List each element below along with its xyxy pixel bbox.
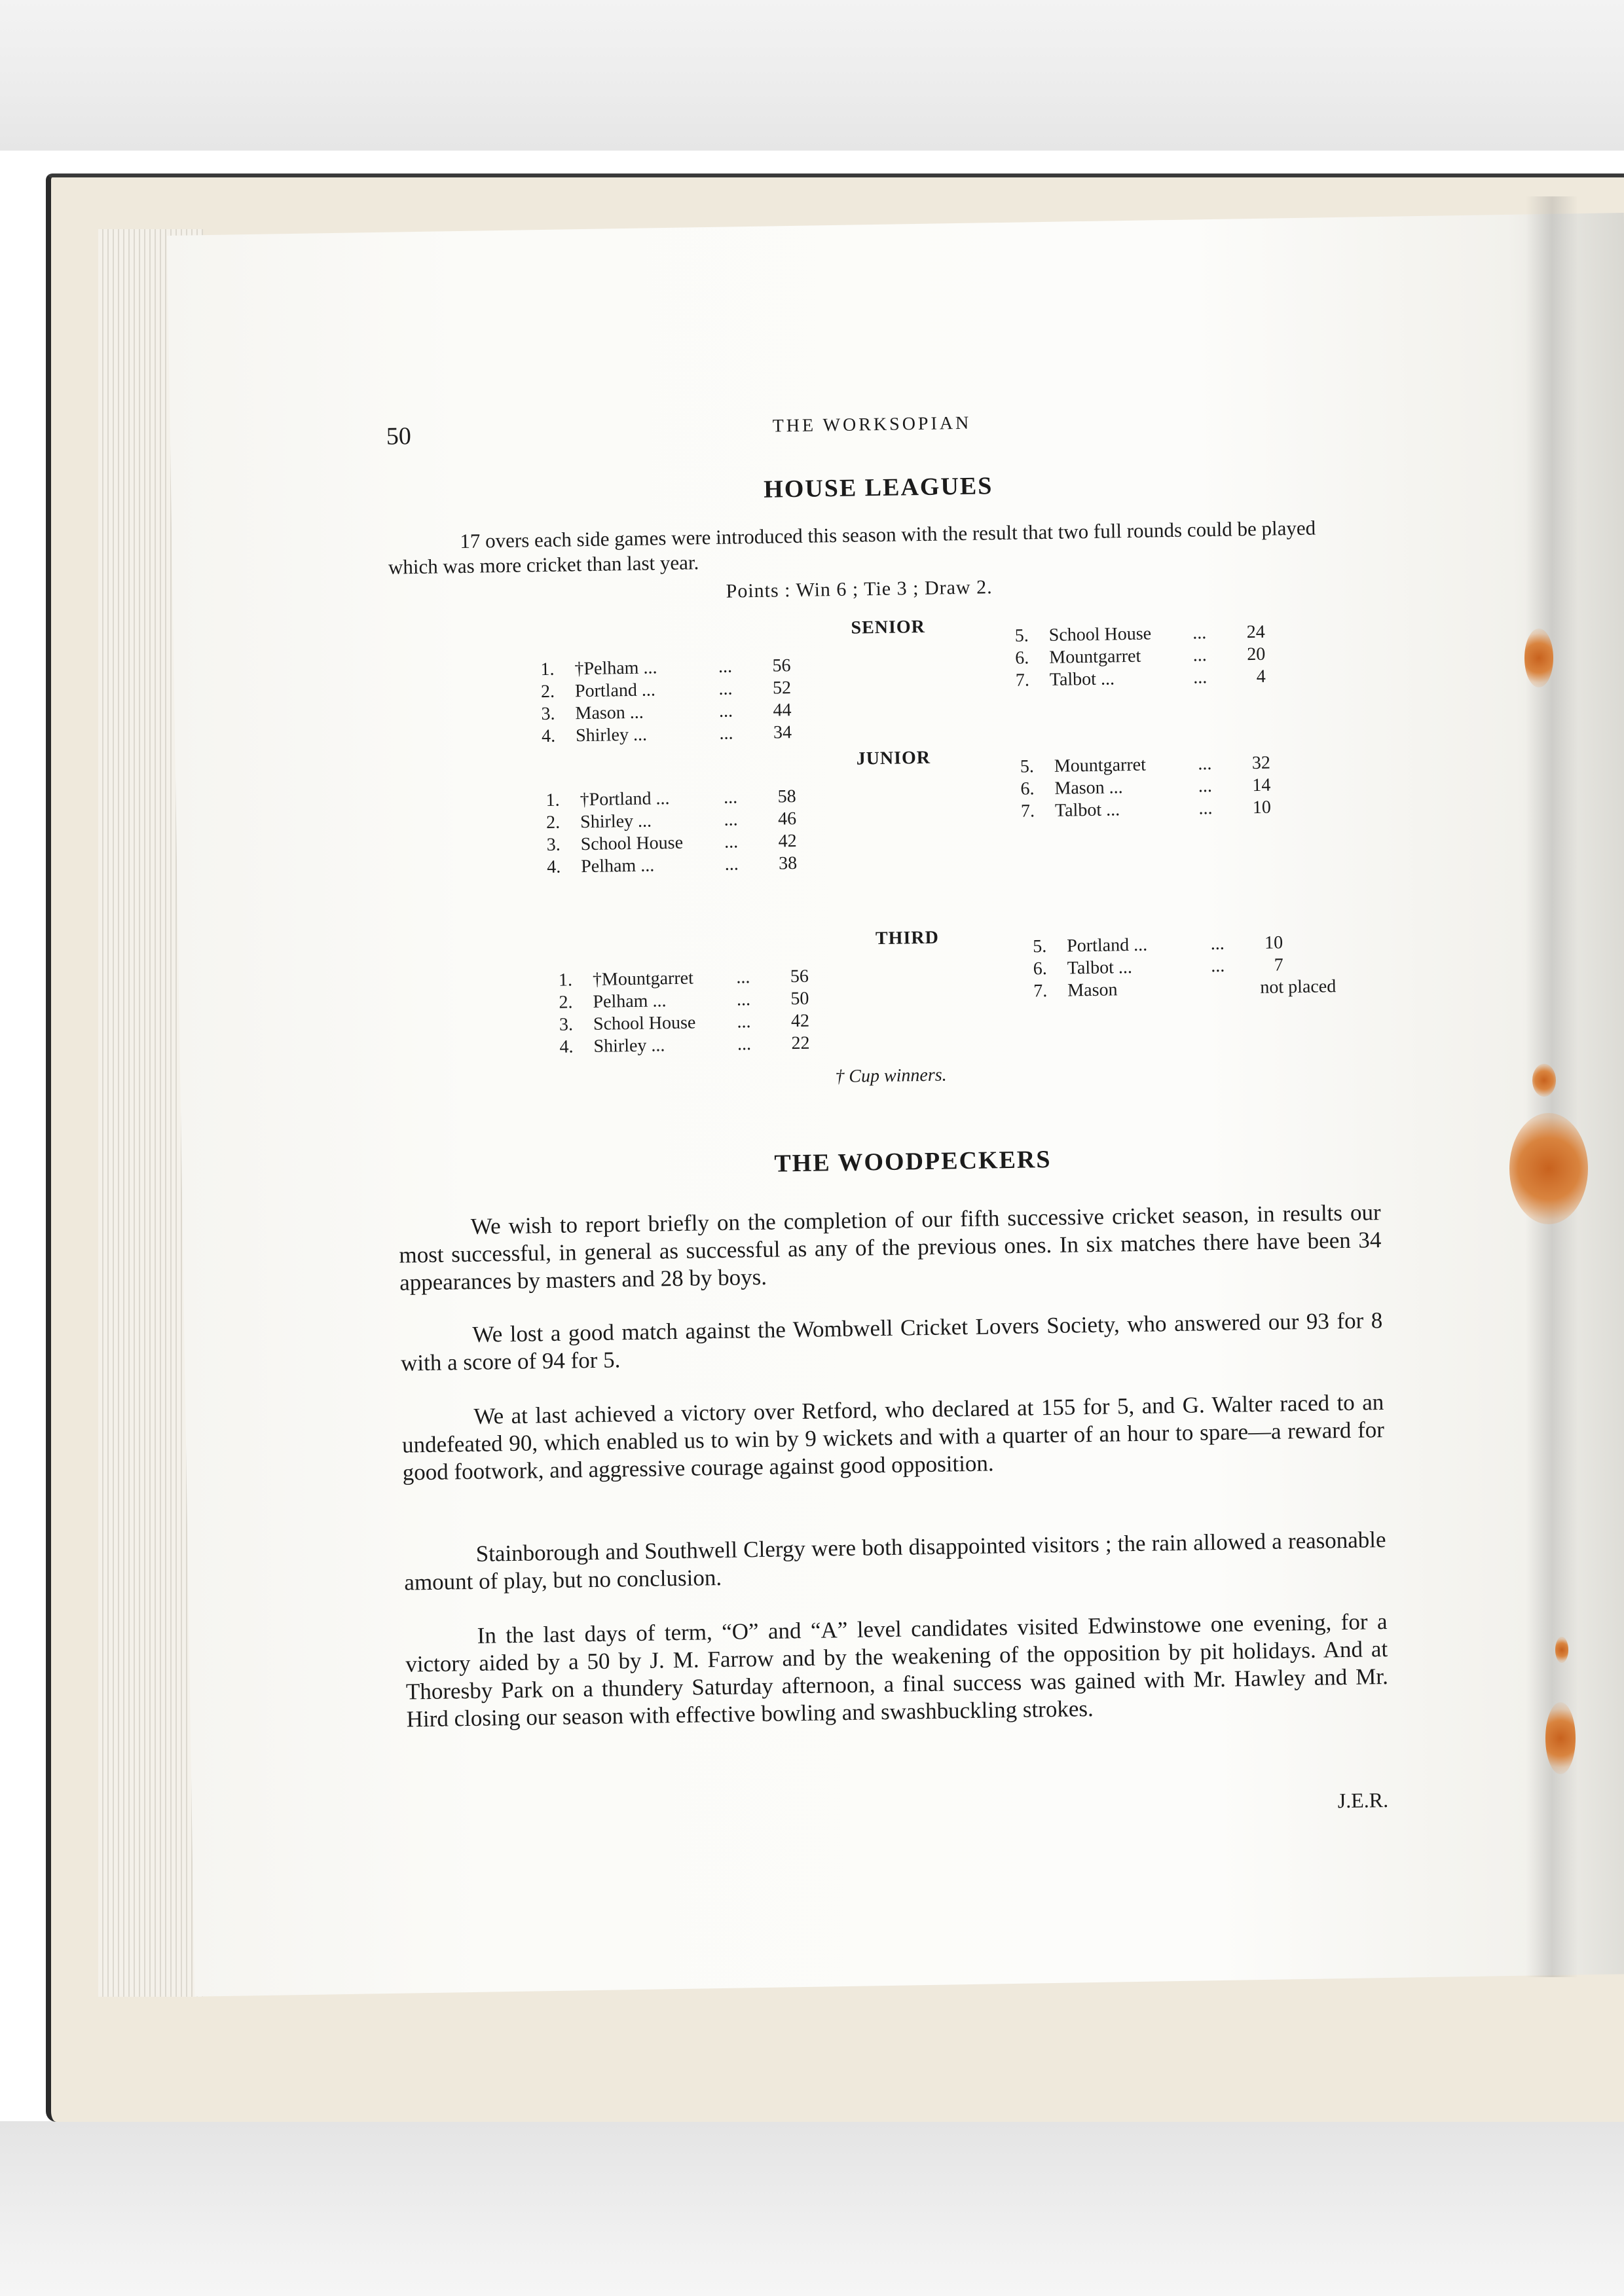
leader-dots: ... [1192,623,1207,644]
points-score: 58 [777,786,796,807]
position: 1. [540,659,555,680]
team-name: Mason [1067,979,1118,1001]
woodpeckers-paragraph-3: We at last achieved a victory over Retford, who declared at 155 for 5, and G. Walter raced to an undefeated 90, which enabled us to win by 9 wickets and with a quarter of an hour to spare—a reward for good footwork, and aggressive courage against good opposition. [401,1389,1385,1485]
team-name: Talbot ... [1049,668,1115,690]
position: 2. [545,812,561,833]
points-score: 22 [791,1032,810,1054]
table-row [547,852,797,879]
position: 4. [546,856,561,878]
leader-dots: ... [724,831,739,852]
points-score: 38 [778,853,798,874]
points-score: 20 [1247,644,1266,665]
woodpeckers-paragraph-2: We lost a good match against the Wombwell Cricket Lovers Society, who answered our 93 for 8 with a score of 94 for 5. [400,1307,1383,1376]
table-row [1033,975,1336,1002]
league-title-junior: JUNIOR [856,747,931,769]
team-name: School House [1048,623,1152,646]
table-row [1021,797,1271,823]
leader-dots: ... [718,701,733,721]
position: 3. [559,1014,574,1035]
scan-background-top [0,0,1624,151]
team-name: Portland ... [574,680,656,702]
leader-dots: ... [1198,754,1212,774]
team-name: Pelham ... [580,855,655,877]
team-name: Shirley ... [593,1035,665,1057]
points-score: 7 [1274,955,1283,975]
rust-stain [1509,1113,1588,1224]
senior-left-table [540,655,792,748]
team-name: Pelham ... [593,991,667,1012]
points-score: 56 [772,655,791,676]
team-name: Talbot ... [1054,799,1120,821]
scan-background-bottom [0,2121,1624,2296]
third-left-table [559,966,810,1059]
rust-stain [1555,1637,1568,1663]
position: 5. [1032,936,1047,957]
points-score: 14 [1252,774,1271,796]
junior-left-table [545,786,797,879]
leader-dots: ... [736,989,751,1010]
team-name: †Portland ... [580,788,670,811]
points-score: 10 [1264,932,1283,953]
team-name: School House [593,1012,696,1034]
league-title-third: THIRD [875,927,940,949]
team-name: Mountgarret [1054,754,1147,776]
rust-stain [1524,629,1553,687]
leader-dots [1198,993,1238,994]
points-score: 24 [1246,621,1265,643]
points-score: 56 [790,966,809,987]
points-score: not placed [1260,976,1337,998]
position: 7. [1033,981,1048,1002]
senior-right-table [1015,621,1266,692]
leader-dots: ... [737,1011,751,1032]
leader-dots: ... [736,967,750,988]
woodpeckers-paragraph-1: We wish to report briefly on the completion of our fifth successive cricket season, in results our most successful, in general as successful as any of the previous ones. In six matches there have been 34 appearances by masters and 28 by boys. [399,1199,1382,1296]
leader-dots: ... [1193,667,1208,688]
house-leagues-title: HOUSE LEAGUES [763,472,993,503]
position: 6. [1033,958,1047,979]
woodpeckers-title: THE WOODPECKERS [774,1145,1052,1178]
position: 3. [541,703,555,725]
leader-dots: ... [723,787,738,808]
table-row [542,721,792,748]
league-title-senior: SENIOR [851,616,926,638]
points-score: 10 [1252,797,1272,818]
leader-dots: ... [1210,933,1225,955]
position: 5. [1020,756,1035,777]
position: 2. [540,681,555,702]
junior-right-table [1020,752,1272,823]
woodpeckers-paragraph-4: Stainborough and Southwell Clergy were both disappointed visitors ; the rain allowed a reasonable amount of play, but no conclusion. [404,1527,1386,1595]
team-name: †Pelham ... [574,657,657,680]
position: 6. [1020,778,1035,799]
team-name: Portland ... [1066,934,1148,957]
leader-dots: ... [1192,645,1208,666]
points-score: 50 [790,988,809,1010]
points-score: 34 [773,722,792,743]
author-signature: J.E.R. [1337,1788,1389,1813]
points-score: 46 [777,809,797,829]
position: 5. [1014,625,1029,646]
team-name: Talbot ... [1067,957,1133,979]
house-leagues-intro: 17 overs each side games were introduced this season with the result that two full rounds could be played which was more cricket than last year. [388,516,1316,579]
position: 3. [546,834,561,856]
points-score: 44 [773,700,792,721]
rust-stain [1532,1064,1556,1097]
points-line: Points : Win 6 ; Tie 3 ; Draw 2. [726,576,993,602]
page-number: 50 [386,422,412,450]
position: 2. [559,992,573,1013]
position: 7. [1020,801,1035,822]
table-row [559,1032,809,1059]
team-name: †Mountgarret [592,968,694,990]
leader-dots: ... [1210,955,1225,977]
leader-dots: ... [724,809,738,830]
leader-dots: ... [737,1034,752,1055]
points-score: 42 [778,831,797,852]
team-name: Mason ... [1054,777,1123,799]
points-score: 32 [1251,752,1271,774]
team-name: Mountgarret [1049,646,1141,668]
team-name: School House [580,832,684,855]
points-score: 52 [772,678,792,699]
rust-stain [1545,1702,1576,1774]
points-score: 42 [790,1010,810,1032]
position: 4. [541,725,556,747]
leader-dots: ... [1198,798,1213,819]
team-name: Mason ... [575,702,644,724]
points-score: 4 [1256,666,1266,687]
book-page [167,213,1624,1997]
position: 1. [558,970,573,991]
running-head: THE WORKSOPIAN [772,412,972,437]
position: 1. [545,790,560,811]
position: 7. [1015,670,1030,691]
position: 6. [1015,647,1029,668]
team-name: Shirley ... [580,811,652,833]
cup-winners-footnote: † Cup winners. [835,1065,947,1087]
leader-dots: ... [719,723,733,744]
leader-dots: ... [718,678,733,699]
team-name: Shirley ... [575,724,648,746]
leader-dots: ... [718,656,733,677]
leader-dots: ... [724,854,739,875]
position: 4. [559,1036,574,1057]
third-right-table [1033,931,1337,1002]
woodpeckers-paragraph-5: In the last days of term, “O” and “A” level candidates visited Edwinstowe one evening, for a victory aided by a 50 by J. M. Farrow and by the weakening of the opposition by pit holidays. And at Thoresby Park on a thundery Saturday afternoon, a final success was gained with Mr. Hawley and Mr. Hird closing our season with effective bowling and swashbuckling strokes. [405,1608,1389,1732]
table-row [1016,666,1266,692]
leader-dots: ... [1198,776,1213,797]
